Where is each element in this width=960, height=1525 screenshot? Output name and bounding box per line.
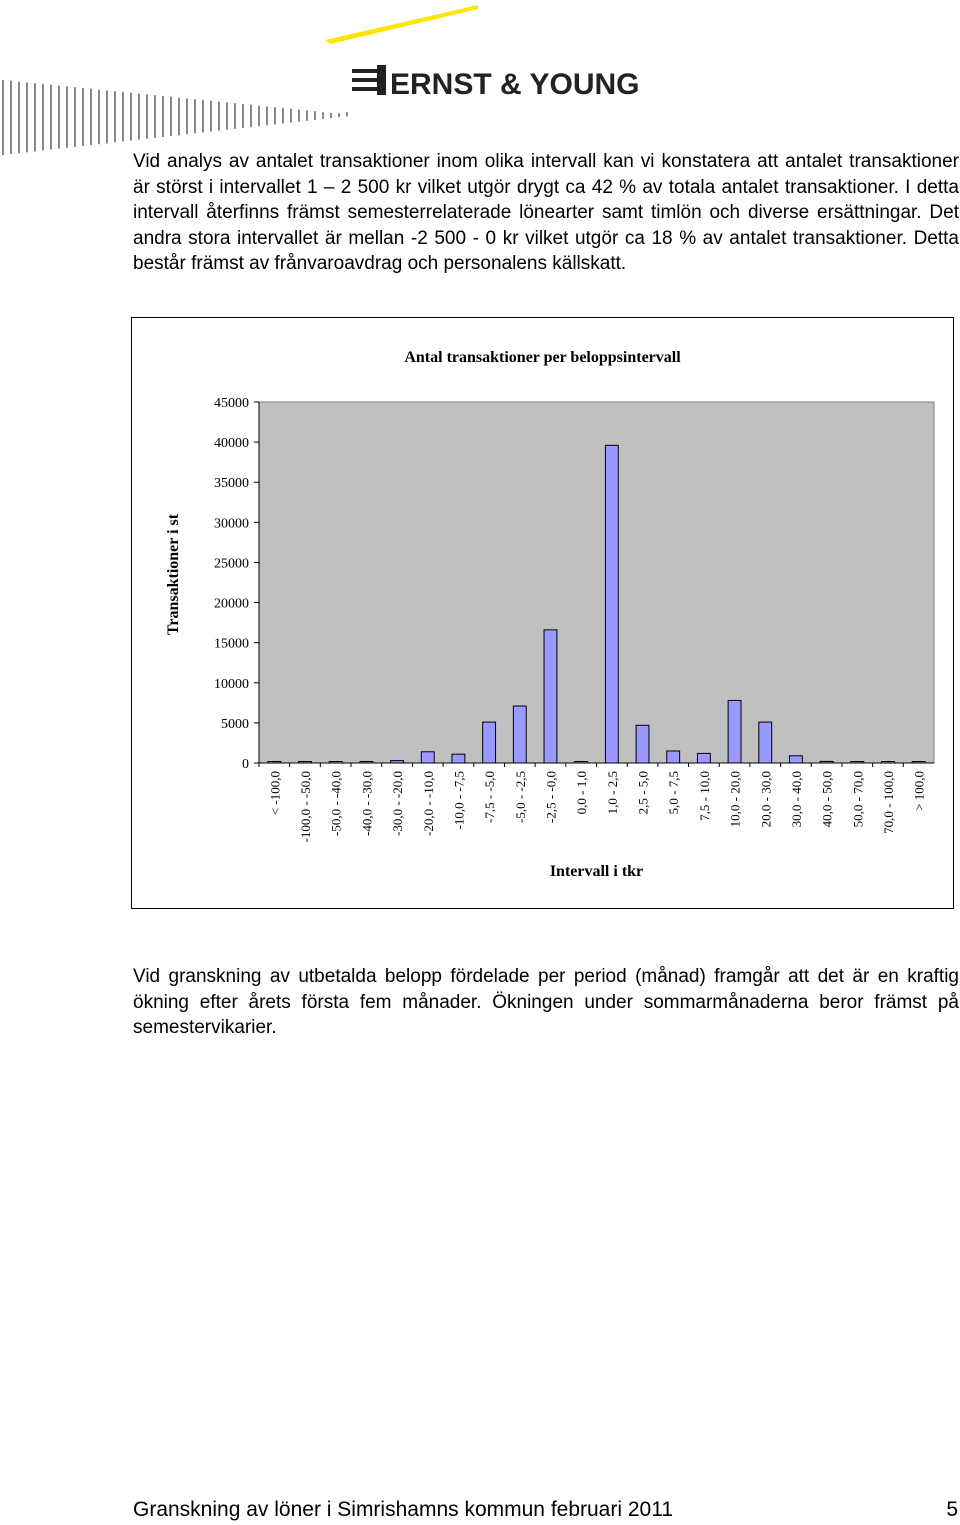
x-tick-label: > 100,0 [911, 771, 927, 811]
x-tick-label: 50,0 - 70,0 [850, 771, 866, 828]
logo-stripe [90, 89, 92, 145]
ernst-young-logo [0, 0, 960, 160]
bar [360, 762, 373, 764]
bar [882, 762, 895, 764]
paragraph-analysis: Vid analys av antalet transaktioner inom olika intervall kan vi konstatera att antalet transaktioner är störst i intervallet 1 – 2 500 kr vilket utgör drygt ca 42 % av totala antalet transaktioner. I detta intervall återfinns främst semesterrelaterade lönearter samt timlön och diverse ersättningar. Det andra stora intervallet är mellan -2 500 - 0 kr vilket utgör ca 18 % av antalet transaktioner. Detta består främst av frånvaroavdrag och personalens källskatt. [133, 151, 959, 274]
logo-stripe [82, 88, 84, 146]
logo-stripe [218, 102, 220, 131]
logo-stripe [210, 101, 212, 132]
logo-stripe [314, 111, 316, 120]
logo-stripe [66, 86, 68, 147]
x-tick-label: 5,0 - 7,5 [666, 771, 682, 815]
bar [452, 754, 465, 763]
x-tick-label: < -100,0 [267, 771, 283, 816]
logo-stripe [2, 80, 4, 155]
x-tick-label: -100,0 - -50,0 [298, 771, 314, 843]
logo-stripe [26, 82, 28, 152]
chart-title: Antal transaktioner per beloppsintervall [404, 349, 681, 366]
bar [268, 762, 281, 764]
bar-chart [132, 318, 953, 908]
bar [575, 762, 588, 764]
x-tick-label: 2,5 - 5,0 [635, 771, 651, 815]
bar [299, 762, 312, 764]
logo-stripe [50, 85, 52, 150]
bar [483, 722, 496, 763]
footer-title: Granskning av löner i Simrishamns kommun februari 2011 [133, 1498, 674, 1521]
logo-stripe [194, 99, 196, 133]
x-tick-label: -7,5 - -5,0 [482, 771, 498, 823]
x-tick-label: -2,5 - -0,0 [543, 771, 559, 823]
logo-stripe [138, 94, 140, 140]
y-tick-label: 35000 [214, 476, 249, 492]
logo-stripe [122, 92, 124, 142]
x-tick-label: -5,0 - -2,5 [512, 771, 528, 823]
plot-area [259, 402, 934, 763]
bar [329, 762, 342, 764]
x-tick-label: 0,0 - 1,0 [574, 771, 590, 815]
y-tick-label: 0 [242, 757, 249, 772]
x-tick-label: 40,0 - 50,0 [819, 771, 835, 828]
bar [789, 756, 802, 763]
logo-stripe [130, 93, 132, 141]
logo-stripe [162, 96, 164, 137]
y-tick-label: 45000 [214, 396, 249, 411]
bar [636, 725, 649, 763]
logo-stripe [18, 82, 20, 154]
bar [513, 706, 526, 763]
logo-stripe [298, 110, 300, 122]
logo-stripe [250, 105, 252, 127]
logo-stripe [58, 86, 60, 149]
logo-stripe [330, 113, 332, 118]
x-tick-label: 1,0 - 2,5 [604, 771, 620, 815]
y-tick-label: 20000 [214, 596, 249, 612]
logo-stripe [34, 83, 36, 151]
x-tick-label: 70,0 - 100,0 [880, 771, 896, 834]
logo-accent-beam [325, 5, 478, 44]
y-tick-label: 30000 [214, 516, 249, 532]
x-tick-label: -30,0 - -20,0 [390, 771, 406, 836]
bar [667, 751, 680, 763]
logo-stripe [258, 106, 260, 127]
logo-stripe [290, 109, 292, 123]
bar [544, 630, 557, 763]
y-tick-label: 5000 [221, 716, 249, 732]
bar [728, 700, 741, 763]
y-tick-label: 15000 [214, 636, 249, 652]
page-number: 5 [946, 1498, 958, 1521]
bar [421, 752, 434, 763]
chart-frame [131, 317, 954, 909]
x-tick-label: 10,0 - 20,0 [727, 771, 743, 828]
bar [391, 761, 404, 763]
bar [912, 762, 925, 764]
x-tick-label: -50,0 - -40,0 [328, 771, 344, 836]
logo-stripe [114, 91, 116, 142]
logo-stripe [266, 106, 268, 125]
y-tick-label: 10000 [214, 676, 249, 692]
bar [759, 722, 772, 763]
x-tick-label: 7,5 - 10,0 [696, 771, 712, 821]
x-tick-label: -10,0 - -7,5 [451, 771, 467, 830]
logo-stripe [106, 90, 108, 143]
logo-stripe [178, 98, 180, 136]
logo-stripe [306, 110, 308, 120]
y-axis-label: Transaktioner i st [165, 513, 182, 636]
logo-stripe [242, 104, 244, 128]
logo-stripe [274, 107, 276, 124]
logo-stripe [74, 87, 76, 147]
bar [697, 753, 710, 763]
logo-stripe [202, 100, 204, 133]
logo-stripe [146, 94, 148, 138]
x-tick-label: 30,0 - 40,0 [788, 771, 804, 828]
logo-stripe [346, 112, 348, 116]
ey-mark-icon [352, 65, 386, 95]
logo-stripe [282, 108, 284, 124]
logo-stripe [154, 95, 156, 138]
logo-stripes [2, 80, 348, 155]
logo-text: ERNST & YOUNG [390, 68, 640, 101]
logo-stripe [10, 81, 12, 154]
y-tick-label: 25000 [214, 556, 249, 572]
logo-stripe [322, 112, 324, 119]
x-tick-label: -20,0 - -10,0 [420, 771, 436, 836]
bar [820, 761, 833, 763]
x-tick-label: -40,0 - -30,0 [359, 771, 375, 836]
logo-stripe [186, 98, 188, 134]
logo-stripe [338, 113, 340, 117]
bar [851, 762, 864, 764]
logo-stripe [42, 84, 44, 151]
bar [605, 445, 618, 763]
paragraph-periods: Vid granskning av utbetalda belopp fördelade per period (månad) framgår att det är en kraftig ökning efter årets första fem månader. Ökningen under sommarmånaderna beror främst på semestervikarier. [133, 966, 959, 1038]
logo-stripe [170, 97, 172, 136]
logo-stripe [98, 90, 100, 145]
logo-stripe [226, 102, 228, 129]
x-axis-label: Intervall i tkr [549, 863, 644, 880]
y-tick-label: 40000 [214, 436, 249, 452]
x-tick-label: 20,0 - 30,0 [758, 771, 774, 828]
logo-stripe [234, 103, 236, 129]
